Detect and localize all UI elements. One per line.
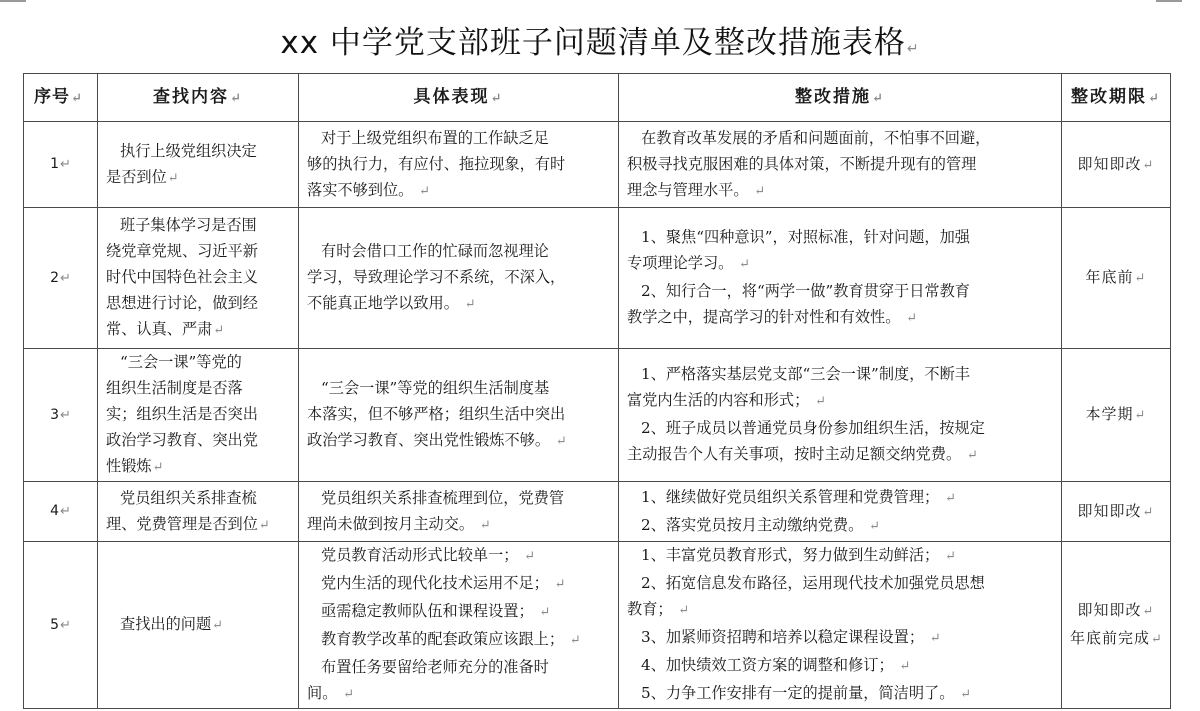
header-performance-label: 具体表现 bbox=[413, 86, 490, 107]
header-index-label: 序号 bbox=[34, 86, 70, 107]
row-deadline-cell bbox=[1062, 208, 1171, 349]
measure-line: 1、严格落实基层党支部“三会一课”制度，不断丰 bbox=[641, 365, 970, 383]
row-index-cell bbox=[24, 542, 98, 709]
content-line: 组织生活制度是否落 bbox=[106, 379, 243, 397]
paragraph-mark: ↵ bbox=[60, 270, 71, 286]
performance-line: 落实不够到位。 ↵ bbox=[307, 180, 431, 199]
performance-line: 不能真正地学以致用。 ↵ bbox=[307, 294, 476, 312]
paragraph-mark: ↵ bbox=[1148, 90, 1161, 106]
measure-line: 5、力争工作安排有一定的提前量，简洁明了。 ↵ bbox=[641, 684, 972, 702]
measure-paragraph bbox=[627, 624, 1053, 652]
paragraph-mark: ↵ bbox=[258, 517, 270, 533]
measure-paragraph bbox=[627, 361, 1053, 415]
paragraph-mark: ↵ bbox=[899, 659, 911, 674]
paragraph-mark: ↵ bbox=[479, 517, 491, 533]
row-index: 5 bbox=[50, 616, 59, 633]
performance-line: 够的执行力，有应付、拖拉现象，有时 bbox=[307, 154, 566, 173]
measure-line: 理念与管理水平。 ↵ bbox=[627, 180, 766, 199]
paragraph-mark: ↵ bbox=[929, 631, 941, 646]
measure-paragraph bbox=[627, 512, 1053, 540]
row-performance-cell bbox=[299, 122, 619, 208]
header-measures-label: 整改措施 bbox=[795, 86, 872, 107]
measure-line: 1、聚焦“四种意识”，对照标准，针对问题，加强 bbox=[641, 228, 970, 246]
row-content-cell bbox=[98, 122, 299, 208]
paragraph-mark: ↵ bbox=[60, 407, 71, 423]
paragraph-mark: ↵ bbox=[569, 633, 581, 648]
paragraph-mark: ↵ bbox=[60, 617, 71, 633]
measure-line: 主动报告个人有关事项，按时主动足额交纳党费。 ↵ bbox=[627, 445, 978, 463]
deadline-text: 年底前完成↵ bbox=[1070, 629, 1163, 647]
row-performance-cell bbox=[299, 542, 619, 709]
content-line: 党员组织关系排查梳 bbox=[120, 488, 257, 507]
row-measures-cell bbox=[619, 208, 1062, 349]
table-body bbox=[24, 122, 1171, 709]
deadline-text: 即知即改↵ bbox=[1077, 154, 1155, 173]
paragraph-mark: ↵ bbox=[906, 41, 920, 57]
row-content-cell bbox=[98, 542, 299, 709]
performance-paragraph bbox=[307, 238, 610, 318]
row-index: 3 bbox=[50, 406, 59, 423]
performance-line: 对于上级党组织布置的工作缺乏足 bbox=[321, 128, 549, 147]
content-line: 理、党费管理是否到位↵ bbox=[106, 514, 270, 533]
paragraph-mark: ↵ bbox=[960, 687, 972, 702]
performance-line: 本落实，但不够严格；组织生活中突出 bbox=[307, 405, 566, 423]
paragraph-mark: ↵ bbox=[555, 434, 567, 449]
document-title-text: xx 中学党支部班子问题清单及整改措施表格 bbox=[280, 25, 906, 61]
paragraph-mark: ↵ bbox=[906, 311, 918, 326]
performance-line: 党内生活的现代化技术运用不足； ↵ bbox=[321, 574, 566, 592]
paragraph-mark: ↵ bbox=[71, 90, 83, 106]
header-deadline bbox=[1062, 74, 1171, 122]
rectification-table bbox=[23, 73, 1171, 709]
table-row bbox=[24, 542, 1171, 709]
performance-item bbox=[307, 598, 610, 626]
content-line: 常、认真、严肃↵ bbox=[106, 320, 225, 338]
measure-line: 富党内生活的内容和形式； ↵ bbox=[627, 391, 826, 409]
performance-item bbox=[307, 626, 610, 654]
measure-line: 教育； ↵ bbox=[627, 600, 690, 618]
measure-line: 1、继续做好党员组织关系管理和党费管理； ↵ bbox=[641, 487, 956, 506]
row-index-cell bbox=[24, 482, 98, 542]
paragraph-mark: ↵ bbox=[1142, 604, 1155, 619]
performance-line: 亟需稳定教师队伍和课程设置； ↵ bbox=[321, 602, 551, 620]
measure-line: 教学之中，提高学习的针对性和有效性。 ↵ bbox=[627, 308, 918, 326]
row-measures-cell bbox=[619, 122, 1062, 208]
measure-paragraph bbox=[627, 125, 1053, 205]
header-index bbox=[24, 74, 98, 122]
content-line: “三会一课”等党的 bbox=[120, 353, 242, 371]
paragraph-mark: ↵ bbox=[869, 518, 881, 534]
row-content-cell bbox=[98, 482, 299, 542]
measure-line: 1、丰富党员教育形式，努力做到生动鲜活； ↵ bbox=[641, 546, 956, 564]
page-corner-mark-left bbox=[0, 0, 26, 2]
content-line: 时代中国特色社会主义 bbox=[106, 268, 258, 286]
performance-item bbox=[307, 542, 610, 570]
row-content-cell bbox=[98, 208, 299, 349]
paragraph-mark: ↵ bbox=[945, 549, 956, 564]
performance-line: 学习，导致理论学习不系统，不深入， bbox=[307, 268, 566, 286]
paragraph-mark: ↵ bbox=[1134, 271, 1147, 286]
paragraph-mark: ↵ bbox=[60, 504, 71, 519]
performance-item bbox=[307, 570, 610, 598]
content-line: 执行上级党组织决定 bbox=[120, 141, 257, 160]
measure-line: 2、知行合一，将“两学一做”教育贯穿于日常教育 bbox=[641, 282, 970, 300]
header-content-label: 查找内容 bbox=[153, 86, 230, 107]
paragraph-mark: ↵ bbox=[945, 490, 956, 506]
document-title bbox=[0, 17, 1200, 62]
row-deadline-cell bbox=[1062, 122, 1171, 208]
row-index-cell bbox=[24, 349, 98, 482]
page-corner-mark-right bbox=[1156, 0, 1182, 2]
table-row bbox=[24, 349, 1171, 482]
measure-line: 2、拓宽信息发布路径，运用现代技术加强党员思想 bbox=[641, 574, 985, 592]
performance-line: 教育教学改革的配套政策应该跟上； ↵ bbox=[321, 630, 581, 648]
content-line: 实；组织生活是否突出 bbox=[106, 405, 258, 423]
row-deadline-cell bbox=[1062, 349, 1171, 482]
performance-line: “三会一课”等党的组织生活制度基 bbox=[321, 379, 550, 397]
measure-paragraph bbox=[627, 278, 1053, 332]
measure-paragraph bbox=[627, 652, 1053, 680]
paragraph-mark: ↵ bbox=[464, 297, 476, 312]
paragraph-mark: ↵ bbox=[539, 605, 551, 620]
row-index: 2 bbox=[50, 269, 59, 286]
measure-line: 4、加快绩效工资方案的调整和修订； ↵ bbox=[641, 656, 911, 674]
content-line: 思想进行讨论，做到经 bbox=[106, 294, 258, 312]
table-header-row bbox=[24, 74, 1171, 122]
performance-paragraph bbox=[307, 375, 610, 455]
deadline-text: 年底前↵ bbox=[1085, 268, 1147, 286]
paragraph-mark: ↵ bbox=[152, 460, 164, 475]
paragraph-mark: ↵ bbox=[167, 170, 179, 186]
row-performance-cell bbox=[299, 482, 619, 542]
paragraph-mark: ↵ bbox=[490, 90, 504, 106]
header-measures bbox=[619, 74, 1062, 122]
row-measures-cell bbox=[619, 542, 1062, 709]
row-measures-cell bbox=[619, 482, 1062, 542]
row-index: 1 bbox=[50, 156, 59, 172]
header-performance bbox=[299, 74, 619, 122]
paragraph-mark: ↵ bbox=[419, 183, 431, 199]
measure-line: 积极寻找克服困难的具体对策，不断提升现有的管理 bbox=[627, 154, 977, 173]
row-measures-cell bbox=[619, 349, 1062, 482]
measure-line: 2、班子成员以普通党员身份参加组织生活，按规定 bbox=[641, 419, 985, 437]
performance-paragraph bbox=[307, 485, 610, 539]
paragraph-mark: ↵ bbox=[230, 90, 243, 106]
paragraph-mark: ↵ bbox=[1134, 408, 1147, 423]
paragraph-mark: ↵ bbox=[343, 687, 355, 702]
content-line: 查找出的问题↵ bbox=[120, 615, 224, 633]
performance-line: 有时会借口工作的忙碌而忽视理论 bbox=[321, 242, 549, 260]
measure-paragraph bbox=[627, 542, 1053, 570]
deadline-text: 即知即改↵ bbox=[1077, 601, 1155, 619]
measure-paragraph bbox=[627, 224, 1053, 278]
paragraph-mark: ↵ bbox=[754, 183, 766, 199]
row-deadline-cell bbox=[1062, 542, 1171, 709]
deadline-text: 本学期↵ bbox=[1085, 405, 1147, 423]
paragraph-mark: ↵ bbox=[1151, 632, 1163, 647]
paragraph-mark: ↵ bbox=[554, 577, 566, 592]
performance-line: 政治学习教育、突出党性锻炼不够。 ↵ bbox=[307, 431, 567, 449]
measure-paragraph bbox=[627, 570, 1053, 624]
row-index-cell bbox=[24, 122, 98, 208]
row-performance-cell bbox=[299, 208, 619, 349]
measure-line: 2、落实党员按月主动缴纳党费。 ↵ bbox=[641, 515, 881, 534]
paragraph-mark: ↵ bbox=[212, 618, 224, 633]
table-row bbox=[24, 482, 1171, 542]
header-content bbox=[98, 74, 299, 122]
measure-line: 3、加紧师资招聘和培养以稳定课程设置； ↵ bbox=[641, 628, 941, 646]
content-line: 性锻炼↵ bbox=[106, 457, 164, 475]
content-line: 政治学习教育、突出党 bbox=[106, 431, 258, 449]
paragraph-mark: ↵ bbox=[1142, 157, 1155, 173]
paragraph-mark: ↵ bbox=[872, 90, 885, 106]
row-deadline-cell bbox=[1062, 482, 1171, 542]
content-line: 班子集体学习是否围 bbox=[120, 216, 257, 234]
performance-paragraph bbox=[307, 125, 610, 205]
paragraph-mark: ↵ bbox=[739, 257, 751, 272]
header-deadline-label: 整改期限 bbox=[1071, 86, 1148, 107]
performance-line: 间。 ↵ bbox=[307, 684, 355, 702]
row-performance-cell bbox=[299, 349, 619, 482]
performance-line: 党员教育活动形式比较单一； ↵ bbox=[321, 546, 536, 564]
measure-line: 在教育改革发展的矛盾和问题面前，不怕事不回避， bbox=[641, 128, 991, 147]
paragraph-mark: ↵ bbox=[213, 323, 225, 338]
table-row bbox=[24, 208, 1171, 349]
measure-paragraph bbox=[627, 415, 1053, 469]
measure-line: 专项理论学习。 ↵ bbox=[627, 254, 751, 272]
paragraph-mark: ↵ bbox=[678, 603, 690, 618]
row-index-cell bbox=[24, 208, 98, 349]
performance-line: 党员组织关系排查梳理到位，党费管 bbox=[321, 488, 564, 507]
paragraph-mark: ↵ bbox=[1142, 504, 1155, 520]
content-line: 是否到位↵ bbox=[106, 167, 179, 186]
performance-line: 理尚未做到按月主动交。 ↵ bbox=[307, 514, 491, 533]
measure-paragraph bbox=[627, 680, 1053, 708]
content-line: 绕党章党规、习近平新 bbox=[106, 242, 258, 260]
paragraph-mark: ↵ bbox=[60, 157, 71, 172]
paragraph-mark: ↵ bbox=[524, 549, 536, 564]
paragraph-mark: ↵ bbox=[815, 394, 826, 409]
row-index: 4 bbox=[50, 503, 59, 519]
deadline-text: 即知即改↵ bbox=[1077, 501, 1155, 520]
table-row bbox=[24, 122, 1171, 208]
measure-paragraph bbox=[627, 484, 1053, 512]
row-content-cell bbox=[98, 349, 299, 482]
paragraph-mark: ↵ bbox=[966, 448, 978, 463]
performance-line: 布置任务要留给老师充分的准备时 bbox=[321, 658, 549, 676]
performance-item bbox=[307, 654, 610, 708]
